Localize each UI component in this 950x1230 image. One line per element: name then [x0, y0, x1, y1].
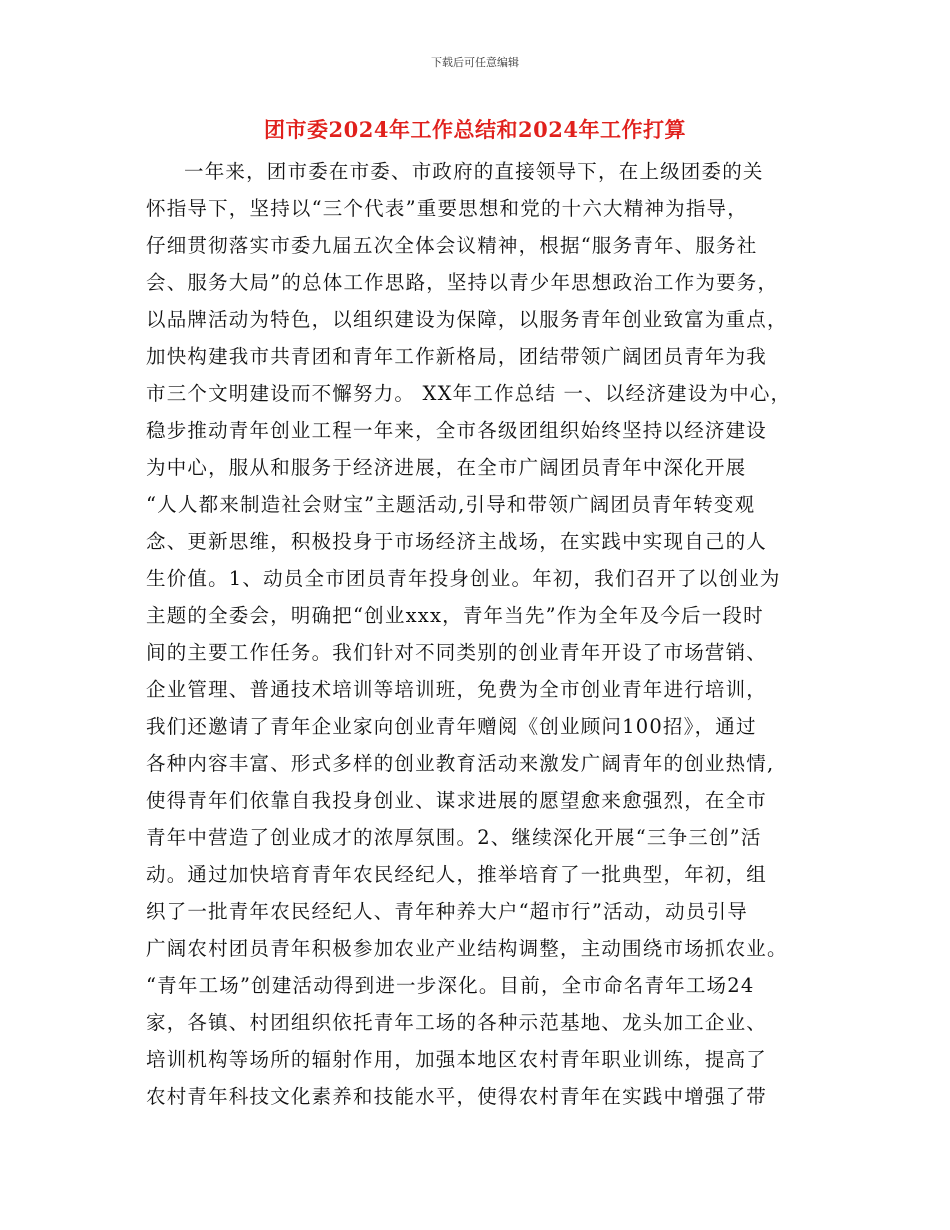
body-line: 织了一批青年农民经纪人、青年种养大户“超市行”活动，动员引导	[146, 900, 748, 923]
body-line: 加快构建我市共青团和青年工作新格局，团结带领广阔团员青年为我	[146, 345, 768, 368]
header-note: 下载后可任意编辑	[431, 56, 519, 69]
body-line: 稳步推动青年创业工程一年来，全市各级团组织始终坚持以经济建设	[146, 419, 768, 442]
body-line: 培训机构等场所的辐射作用，加强本地区农村青年职业训练，提高了	[146, 1048, 768, 1071]
body-line: 为中心，服从和服务于经济进展，在全市广阔团员青年中深化开展	[146, 456, 747, 479]
body-line: 主题的全委会，明确把“创业xxx，青年当先”作为全年及今后一段时	[146, 604, 764, 627]
body-line: 会、服务大局”的总体工作思路，坚持以青少年思想政治工作为要务，	[146, 271, 779, 294]
body-line: 怀指导下，坚持以“三个代表”重要思想和党的十六大精神为指导，	[146, 197, 748, 220]
body-line: “青年工场”创建活动得到进一步深化。目前，全市命名青年工场24	[146, 974, 755, 997]
body-line: 以品牌活动为特色，以组织建设为保障，以服务青年创业致富为重点，	[146, 308, 788, 331]
body-line: 广阔农村团员青年积极参加农业产业结构调整，主动围绕市场抓农业。	[146, 937, 788, 960]
body-line: 市三个文明建设而不懈努力。 XX年工作总结 一、以经济建设为中心，	[146, 382, 792, 405]
body-line: 仔细贯彻落实市委九届五次全体会议精神，根据“服务青年、服务社	[146, 234, 758, 257]
body-line: 农村青年科技文化素养和技能水平，使得农村青年在实践中增强了带	[146, 1085, 768, 1108]
body-line: 间的主要工作任务。我们针对不同类别的创业青年开设了市场营销、	[146, 641, 768, 664]
body-line: “人人都来制造社会财宝”主题活动,引导和带领广阔团员青年转变观	[146, 493, 756, 516]
body-line: 企业管理、普通技术培训等培训班，免费为全市创业青年进行培训，	[146, 678, 768, 701]
body-line: 青年中营造了创业成才的浓厚氛围。2、继续深化开展“三争三创”活	[146, 826, 762, 849]
document-title: 团市委2024年工作总结和2024年工作打算	[264, 117, 686, 142]
body-line: 我们还邀请了青年企业家向创业青年赠阅《创业顾问100招》，通过	[146, 715, 757, 738]
body-line: 动。通过加快培育青年农民经纪人，推举培育了一批典型，年初，组	[146, 863, 768, 886]
body-line: 生价值。1、动员全市团员青年投身创业。年初，我们召开了以创业为	[146, 567, 781, 590]
body-line: 念、更新思维，积极投身于市场经济主战场，在实践中实现自己的人	[146, 530, 768, 553]
body-line: 家，各镇、村团组织依托青年工场的各种示范基地、龙头加工企业、	[146, 1011, 768, 1034]
body-line: 使得青年们依靠自我投身创业、谋求进展的愿望愈来愈强烈，在全市	[146, 789, 768, 812]
body-line: 一年来，团市委在市委、市政府的直接领导下，在上级团委的关	[184, 160, 764, 183]
body-line: 各种内容丰富、形式多样的创业教育活动来激发广阔青年的创业热情,	[146, 752, 775, 775]
